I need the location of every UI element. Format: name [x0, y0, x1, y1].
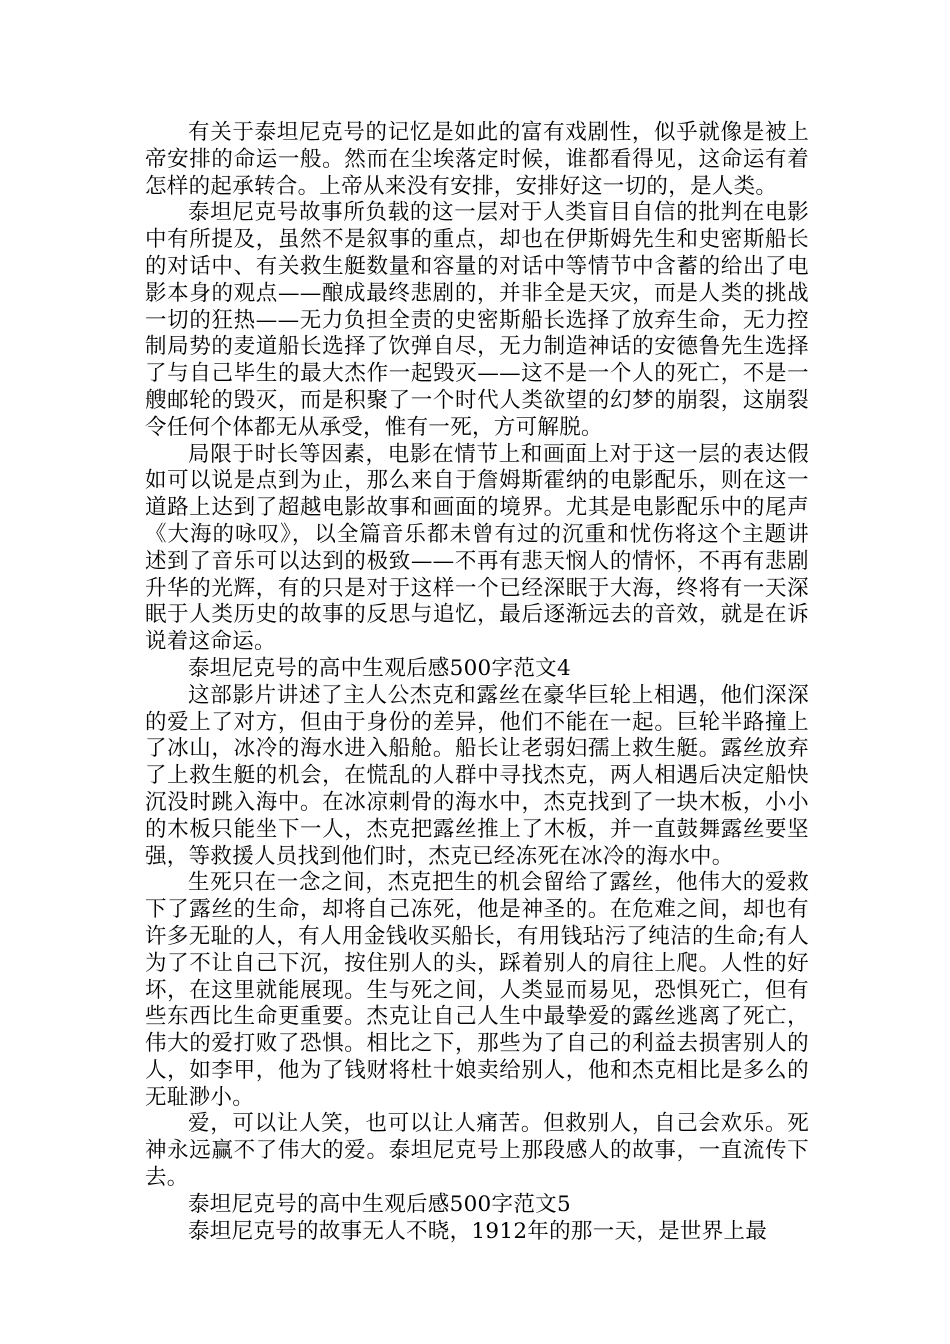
paragraph-story-start: 泰坦尼克号的故事无人不晓，1912年的那一天，是世界上最	[188, 1218, 768, 1244]
paragraph-life-death: 生死只在一念之间，杰克把生的机会留给了露丝，他伟大的爱救下了露丝的生命，却将自己冻死，他是神圣的。在危难之间，却也有许多无耻的人，有人用金钱收买船长，有用钱玷污了纯洁的生命;有人为了不让自己下沉，按住别人的头，踩着别人的肩往上爬。人性的好坏，在这里就能展现。生与死之间，人类显而易见，恐惧死亡，但有些东西比生命更重要。杰克让自己人生中最挚爱的露丝逃离了死亡，伟大的爱打败了恐惧。相比之下，那些为了自己的利益去损害别人的人，如李甲，他为了钱财将杜十娘卖给别人，他和杰克相比是多么的无耻渺小。	[145, 870, 809, 1110]
document-body	[145, 120, 809, 1245]
paragraph-plot: 这部影片讲述了主人公杰克和露丝在豪华巨轮上相遇，他们深深的爱上了对方，但由于身份的差异，他们不能在一起。巨轮半路撞上了冰山，冰冷的海水进入船舱。船长让老弱妇孺上救生艇。露丝放弃了上救生艇的机会，在慌乱的人群中寻找杰克，两人相遇后决定船快沉没时跳入海中。在冰凉刺骨的海水中，杰克找到了一块木板，小小的木板只能坐下一人，杰克把露丝推上了木板，并一直鼓舞露丝要坚强，等救援人员找到他们时，杰克已经冻死在冰冷的海水中。	[145, 682, 809, 869]
paragraph-music: 局限于时长等因素，电影在情节上和画面上对于这一层的表达假如可以说是点到为止，那么来自于詹姆斯霍纳的电影配乐，则在这一道路上达到了超越电影故事和画面的境界。尤其是电影配乐中的尾声《大海的咏叹》，以全篇音乐都未曾有过的沉重和忧伤将这个主题讲述到了音乐可以达到的极致——不再有悲天悯人的情怀，不再有悲剧升华的光辉，有的只是对于这样一个已经深眠于大海，终将有一天深眠于人类历史的故事的反思与追忆，最后逐渐远去的音效，就是在诉说着这命运。	[145, 441, 809, 655]
paragraph-critique: 泰坦尼克号故事所负载的这一层对于人类盲目自信的批判在电影中有所提及，虽然不是叙事的重点，却也在伊斯姆先生和史密斯船长的对话中、有关救生艇数量和容量的对话中等情节中含蓄的给出了电影本身的观点——酿成最终悲剧的，并非全是天灾，而是人类的挑战一切的狂热——无力负担全责的史密斯船长选择了放弃生命，无力控制局势的麦道船长选择了饮弹自尽，无力制造神话的安德鲁先生选择了与自己毕生的最大杰作一起毁灭——这不是一个人的死亡，不是一艘邮轮的毁灭，而是积聚了一个时代人类欲望的幻梦的崩裂，这崩裂令任何个体都无从承受，惟有一死，方可解脱。	[145, 200, 809, 440]
paragraph-love: 爱，可以让人笑，也可以让人痛苦。但救别人，自己会欢乐。死神永远赢不了伟大的爱。泰坦尼克号上那段感人的故事，一直流传下去。	[145, 1111, 809, 1191]
section-heading-5: 泰坦尼克号的高中生观后感500字范文5	[188, 1191, 571, 1217]
section-heading-4: 泰坦尼克号的高中生观后感500字范文4	[188, 655, 571, 681]
paragraph-memory: 有关于泰坦尼克号的记忆是如此的富有戏剧性，似乎就像是被上帝安排的命运一般。然而在尘埃落定时候，谁都看得见，这命运有着怎样的起承转合。上帝从来没有安排，安排好这一切的，是人类。	[145, 120, 809, 199]
